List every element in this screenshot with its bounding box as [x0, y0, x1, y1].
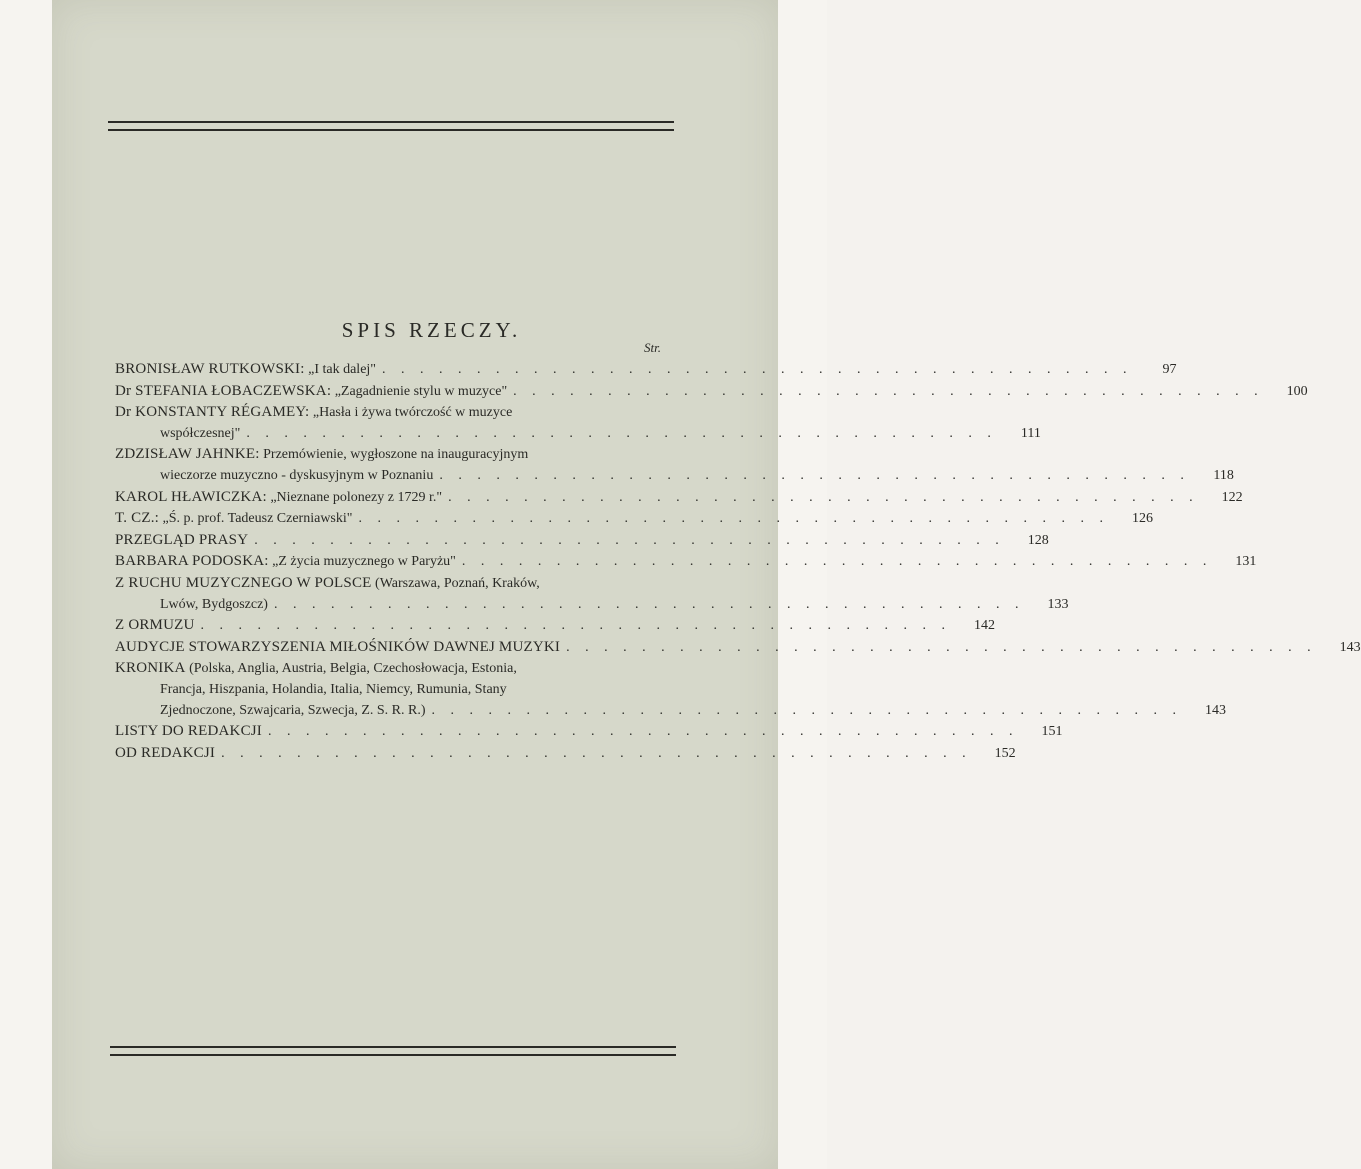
toc-page-number: 100: [1286, 383, 1308, 399]
toc-author: KRONIKA: [115, 660, 186, 677]
toc-entry: [115, 573, 1069, 615]
toc-entry-line: [115, 701, 1227, 722]
toc-title-text: Lwów, Bydgoszcz): [160, 596, 268, 612]
toc-entry-line-wrapped: [115, 402, 677, 424]
toc-author: T. CZ.:: [115, 510, 160, 527]
toc-entry-line-wrapped: [115, 658, 677, 680]
leader-dots: . . . . . . . . . . . . . . . . . . . . . . . . . . . . . . . . . . . . . . . .: [246, 425, 997, 441]
toc-entry-line: [115, 508, 1153, 530]
toc-page-number: 133: [1047, 596, 1069, 612]
toc-entry: [115, 743, 1016, 765]
toc-author: OD REDAKCJI: [115, 744, 216, 761]
toc-title-text: „Nieznane polonezy z 1729 r.": [270, 489, 443, 505]
toc-entry: [115, 721, 1063, 743]
toc-title-text: (Warszawa, Poznań, Kraków,: [375, 575, 540, 591]
toc-entry-line-wrapped: [115, 573, 677, 595]
toc-entry-line: [115, 530, 1049, 552]
toc-title-text: wieczorze muzyczno - dyskusyjnym w Poznaniu: [160, 467, 434, 483]
toc-entry-line: [115, 615, 996, 637]
table-of-contents: [115, 359, 1361, 764]
toc-author: BRONISŁAW RUTKOWSKI:: [115, 361, 305, 377]
toc-entry-line: [115, 551, 1257, 573]
page-margin-left: [0, 0, 52, 1169]
leader-dots: . . . . . . . . . . . . . . . . . . . . . . . . . . . . . . . . . . . . . . . .: [382, 362, 1133, 377]
toc-entry: [115, 359, 1177, 381]
leader-dots: . . . . . . . . . . . . . . . . . . . . . . . . . . . . . . . . . . . . . . . .: [254, 532, 1005, 548]
toc-author: Dr KONSTANTY RÉGAMEY:: [115, 404, 310, 421]
page-title: SPIS RZECZY.: [341, 318, 522, 342]
toc-title-text: „Hasła i żywa twórczość w muzyce: [312, 405, 513, 421]
toc-title-text: Przemówienie, wygłoszone na inauguracyjnym: [263, 447, 529, 463]
toc-entry-line: [115, 721, 1063, 743]
leader-dots: . . . . . . . . . . . . . . . . . . . . . . . . . . . . . . . . . . . . . . . .: [358, 511, 1109, 527]
toc-author: PRZEGLĄD PRASY: [115, 531, 249, 548]
bottom-double-rule: [110, 1046, 676, 1056]
toc-page-number: 143: [1205, 702, 1227, 718]
toc-page-number: 111: [1020, 425, 1041, 441]
toc-title-text: „I tak dalej": [308, 362, 377, 377]
toc-entry: [115, 637, 1361, 659]
leader-dots: . . . . . . . . . . . . . . . . . . . . . . . . . . . . . . . . . . . . . . . .: [268, 724, 1019, 740]
toc-title-text: Zjednoczone, Szwajcaria, Szwecja, Z. S. R. R.): [160, 702, 426, 718]
toc-entry: [115, 658, 1227, 721]
toc-author: BARBARA PODOSKA:: [115, 553, 269, 570]
toc-entry-line-wrapped: [115, 444, 677, 466]
toc-entry-line: [115, 466, 1234, 487]
toc-entry: [115, 381, 1308, 403]
toc-author: Z RUCHU MUZYCZNEGO W POLSCE: [115, 574, 372, 591]
toc-entry-line: [115, 381, 1308, 403]
toc-author: Z ORMUZU: [115, 617, 195, 634]
toc-author: Dr STEFANIA ŁOBACZEWSKA:: [115, 382, 332, 399]
leader-dots: . . . . . . . . . . . . . . . . . . . . . . . . . . . . . . . . . . . . . . . .: [448, 489, 1199, 505]
toc-author: ZDZISŁAW JAHNKE:: [115, 446, 260, 463]
toc-author: KAROL HŁAWICZKA:: [115, 488, 267, 505]
toc-page-number: 142: [974, 618, 996, 634]
toc-page-number: 97: [1162, 362, 1177, 377]
top-double-rule: [108, 121, 674, 131]
toc-entry: [115, 444, 1234, 486]
leader-dots: . . . . . . . . . . . . . . . . . . . . . . . . . . . . . . . . . . . . . . . .: [439, 467, 1190, 483]
toc-page-number: 143: [1339, 639, 1361, 655]
toc-author: AUDYCJE STOWARZYSZENIA MIŁOŚNIKÓW DAWNEJ MUZYKI: [115, 638, 561, 655]
leader-dots: . . . . . . . . . . . . . . . . . . . . . . . . . . . . . . . . . . . . . . . .: [513, 383, 1264, 399]
toc-entry-line: [115, 359, 1177, 381]
toc-title-text: „Ś. p. prof. Tadeusz Czerniawski": [162, 511, 353, 527]
toc-page-number: 128: [1027, 532, 1049, 548]
toc-entry-line-wrapped: [115, 680, 677, 701]
toc-entry-line: [115, 487, 1243, 509]
leader-dots: . . . . . . . . . . . . . . . . . . . . . . . . . . . . . . . . . . . . . . . .: [200, 618, 952, 634]
leader-dots: . . . . . . . . . . . . . . . . . . . . . . . . . . . . . . . . . . . . . . . .: [566, 639, 1317, 655]
page-column-label: Str.: [644, 340, 661, 355]
leader-dots: . . . . . . . . . . . . . . . . . . . . . . . . . . . . . . . . . . . . . . . .: [273, 596, 1025, 612]
toc-entry: [115, 402, 1041, 444]
toc-entry: [115, 530, 1049, 552]
toc-entry-line: [115, 637, 1361, 659]
toc-entry: [115, 551, 1257, 573]
toc-entry: [115, 487, 1243, 509]
toc-entry-line: [115, 595, 1069, 616]
toc-entry: [115, 615, 996, 637]
toc-page-number: 122: [1221, 489, 1243, 505]
toc-title-text: „Zagadnienie stylu w muzyce": [334, 383, 508, 399]
toc-page-number: 151: [1041, 724, 1063, 740]
leader-dots: . . . . . . . . . . . . . . . . . . . . . . . . . . . . . . . . . . . . . . . .: [221, 745, 972, 761]
toc-page-number: 131: [1235, 554, 1257, 570]
toc-page-number: 126: [1131, 511, 1153, 527]
toc-entry-line: [115, 743, 1016, 765]
toc-entry-line: [115, 424, 1041, 445]
toc-author: LISTY DO REDAKCJI: [115, 723, 263, 740]
toc-title-text: współczesnej": [160, 425, 241, 441]
toc-entry: [115, 508, 1153, 530]
toc-title-text: Francja, Hiszpania, Holandia, Italia, Niemcy, Rumunia, Stany: [160, 681, 507, 697]
toc-title-text: „Z życia muzycznego w Paryżu": [272, 554, 456, 570]
leader-dots: . . . . . . . . . . . . . . . . . . . . . . . . . . . . . . . . . . . . . . . .: [431, 702, 1183, 718]
toc-title-text: (Polska, Anglia, Austria, Belgia, Czechosłowacja, Estonia,: [189, 661, 517, 677]
toc-page-number: 118: [1213, 467, 1234, 483]
page-margin-right: [778, 0, 827, 1169]
leader-dots: . . . . . . . . . . . . . . . . . . . . . . . . . . . . . . . . . . . . . . . .: [461, 554, 1213, 570]
toc-page-number: 152: [994, 745, 1016, 761]
